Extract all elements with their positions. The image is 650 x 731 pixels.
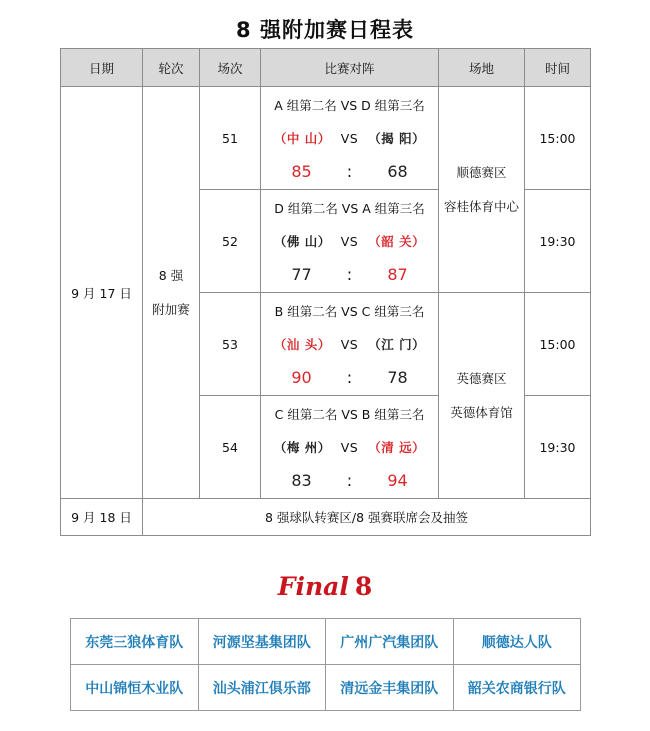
page-title: 8 强附加赛日程表 [236, 18, 414, 42]
matchup-cell [261, 293, 439, 396]
vs-label: VS [340, 439, 359, 455]
date-cell: 9 月 17 日 [61, 87, 143, 499]
team-name: 河源坚基集团队 [198, 619, 326, 665]
score-home: 83 [291, 470, 312, 490]
table-row [61, 87, 591, 190]
score-colon: : [346, 264, 353, 284]
date-cell: 9 月 18 日 [61, 499, 143, 536]
match-no-cell: 53 [200, 293, 261, 396]
venue-name: 容桂体育中心 [443, 198, 519, 214]
team-home: （汕 头） [273, 336, 331, 352]
matchup-cell [261, 87, 439, 190]
final8-teams-table [70, 618, 581, 711]
score-home: 85 [291, 161, 312, 181]
team-line [261, 328, 438, 361]
team-home: （梅 州） [273, 439, 331, 455]
match-no-cell: 52 [200, 190, 261, 293]
team-home: （佛 山） [273, 233, 331, 249]
team-name: 韶关农商银行队 [453, 665, 581, 711]
team-name: 汕头浦江俱乐部 [198, 665, 326, 711]
time-cell: 19:30 [525, 396, 591, 499]
team-name: 东莞三狼体育队 [71, 619, 199, 665]
team-name: 中山锦恒木业队 [71, 665, 199, 711]
score-line [261, 258, 438, 291]
schedule-table [60, 48, 591, 536]
team-line [261, 431, 438, 464]
group-matchup: D 组第二名 VS A 组第三名 [274, 200, 425, 216]
final-logo-number: 8 [354, 572, 373, 601]
venue-zone: 顺德赛区 [456, 164, 507, 180]
day2-note: 8 强球队转赛区/8 强赛联席会及抽签 [143, 499, 591, 536]
header-round: 轮次 [143, 49, 200, 87]
header-matchup: 比赛对阵 [261, 49, 439, 87]
team-name: 顺德达人队 [453, 619, 581, 665]
team-line [261, 225, 438, 258]
team-line [261, 122, 438, 155]
matchup-cell [261, 396, 439, 499]
score-away: 68 [387, 161, 408, 181]
matchup-cell [261, 190, 439, 293]
score-line [261, 155, 438, 188]
vs-label: VS [340, 336, 359, 352]
vs-label: VS [340, 233, 359, 249]
table-row [61, 499, 591, 536]
round-label: 附加赛 [152, 301, 190, 317]
time-cell: 15:00 [525, 293, 591, 396]
group-matchup: B 组第二名 VS C 组第三名 [274, 303, 425, 319]
round-label: 8 强 [158, 267, 184, 283]
score-away: 94 [387, 470, 408, 490]
score-colon: : [346, 470, 353, 490]
score-away: 87 [387, 264, 408, 284]
team-away: （清 远） [368, 439, 426, 455]
score-colon: : [346, 367, 353, 387]
match-no-cell: 51 [200, 87, 261, 190]
header-match-no: 场次 [200, 49, 261, 87]
team-away: （韶 关） [368, 233, 426, 249]
final-logo-text: Final [277, 572, 349, 601]
group-matchup: A 组第二名 VS D 组第三名 [274, 97, 425, 113]
team-name: 清远金丰集团队 [326, 665, 454, 711]
vs-label: VS [340, 130, 359, 146]
header-venue: 场地 [439, 49, 525, 87]
venue-zone: 英德赛区 [456, 370, 507, 386]
team-name: 广州广汽集团队 [326, 619, 454, 665]
header-row [61, 49, 591, 87]
venue-cell [439, 87, 525, 293]
round-cell [143, 87, 200, 499]
team-away: （揭 阳） [368, 130, 426, 146]
team-away: （江 门） [368, 336, 426, 352]
score-away: 78 [387, 367, 408, 387]
venue-cell [439, 293, 525, 499]
time-cell: 15:00 [525, 87, 591, 190]
team-home: （中 山） [273, 130, 331, 146]
score-colon: : [346, 161, 353, 181]
header-time: 时间 [525, 49, 591, 87]
final8-logo [0, 572, 650, 601]
score-line [261, 361, 438, 394]
match-no-cell: 54 [200, 396, 261, 499]
header-date: 日期 [61, 49, 143, 87]
venue-name: 英德体育馆 [450, 404, 513, 420]
group-matchup: C 组第二名 VS B 组第三名 [274, 406, 425, 422]
team-row [71, 619, 581, 665]
team-row [71, 665, 581, 711]
score-home: 77 [291, 264, 312, 284]
score-home: 90 [291, 367, 312, 387]
score-line [261, 464, 438, 497]
time-cell: 19:30 [525, 190, 591, 293]
